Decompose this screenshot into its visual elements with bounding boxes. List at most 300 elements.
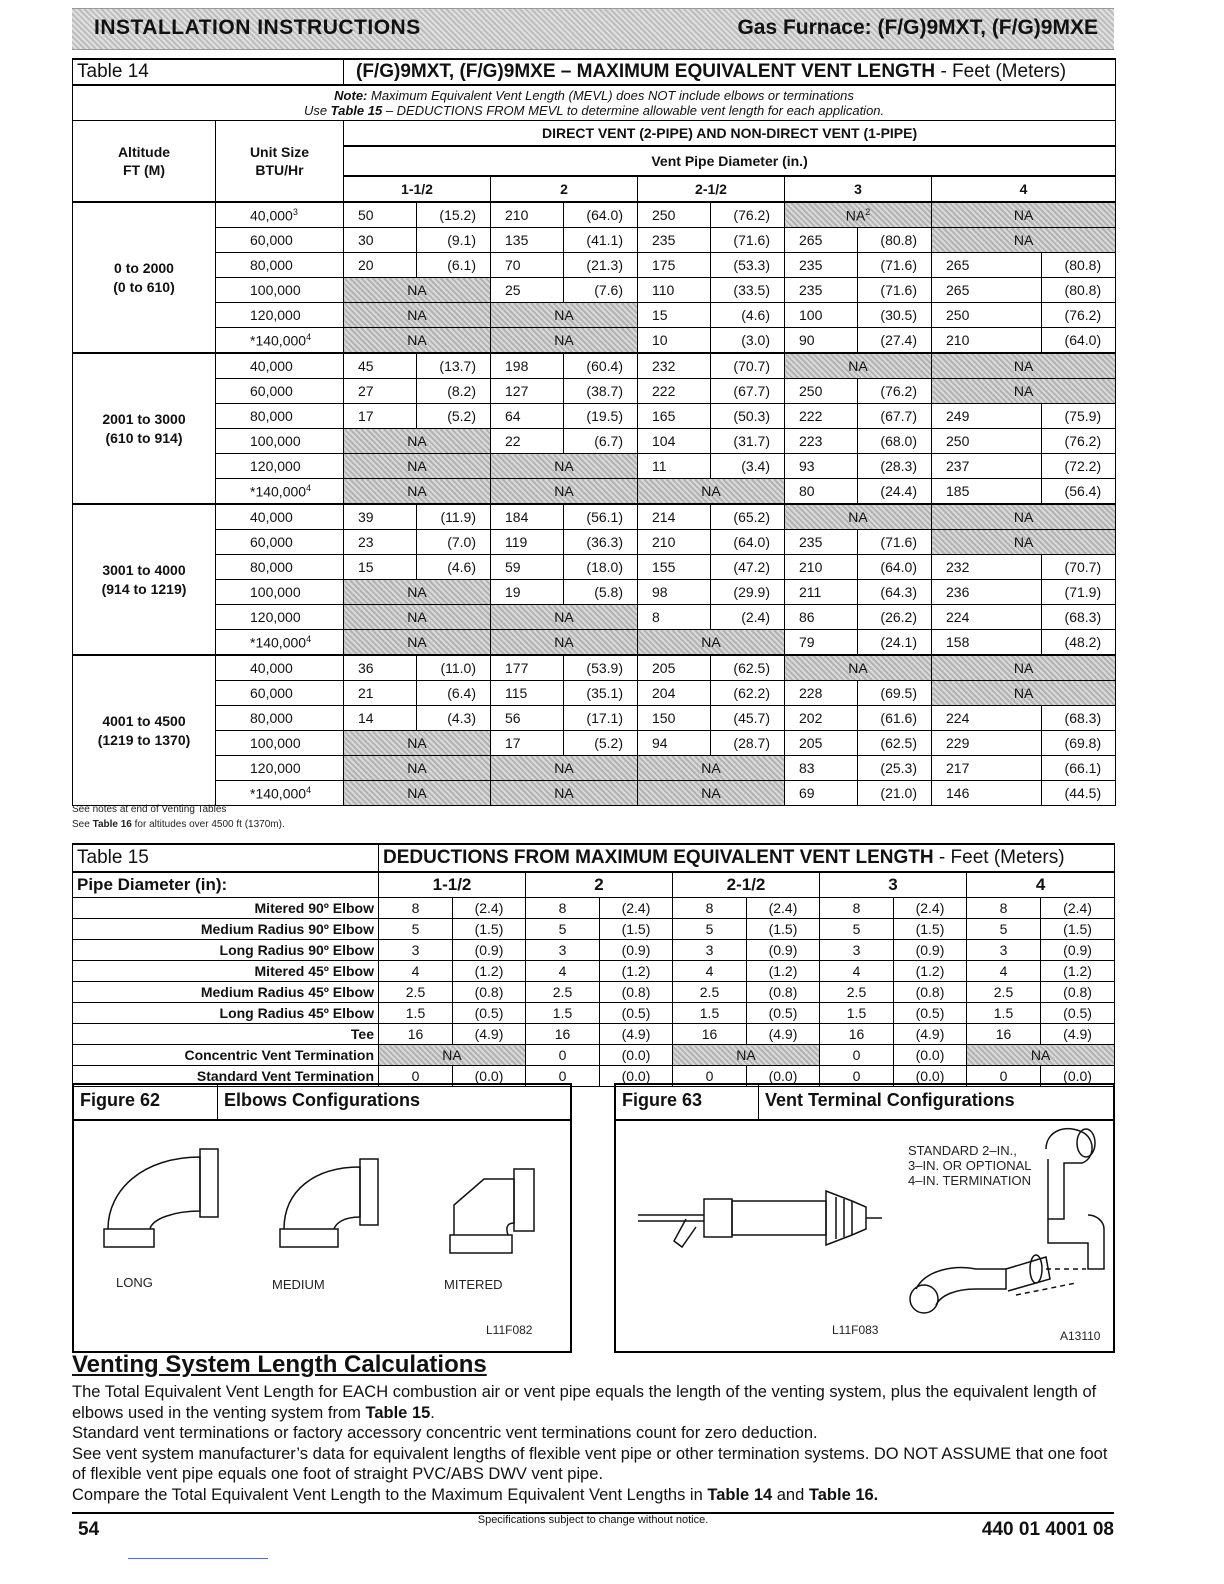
value-m: (1.2) bbox=[894, 961, 967, 982]
value-ft: 0 bbox=[820, 1045, 894, 1066]
value-ft: 165 bbox=[638, 404, 711, 429]
value-m: (69.5) bbox=[858, 681, 932, 706]
value-m: (3.4) bbox=[711, 454, 785, 479]
value-ft: 4 bbox=[379, 961, 453, 982]
fitting-label: Standard Vent Termination bbox=[73, 1066, 379, 1087]
value-m: (0.0) bbox=[600, 1045, 673, 1066]
value-m: (45.7) bbox=[711, 706, 785, 731]
na-cell: NA bbox=[344, 580, 491, 605]
na-cell: NA bbox=[491, 605, 638, 630]
value-ft: 205 bbox=[638, 655, 711, 681]
figure-62-label: Figure 62 bbox=[80, 1090, 161, 1110]
value-m: (62.2) bbox=[711, 681, 785, 706]
value-m: (21.0) bbox=[858, 781, 932, 806]
value-m: (0.8) bbox=[1041, 982, 1115, 1003]
value-m: (76.2) bbox=[858, 379, 932, 404]
value-m: (2.4) bbox=[711, 605, 785, 630]
paragraph-1: The Total Equivalent Vent Length for EACH combustion air or vent pipe equals the length of the venting system, plus the equivalent length of elbows used in the venting system from Table 15. bbox=[72, 1383, 1097, 1422]
na-cell: NA bbox=[932, 353, 1116, 379]
unit-size-cell: 40,000 bbox=[216, 504, 344, 530]
diameter-header: Vent Pipe Diameter (in.) bbox=[344, 146, 1116, 176]
concentric-terminal-icon bbox=[638, 1191, 882, 1247]
value-m: (50.3) bbox=[711, 404, 785, 429]
altitude-cell: 2001 to 3000 (610 to 914) bbox=[73, 353, 216, 504]
value-m: (0.9) bbox=[747, 940, 820, 961]
value-ft: 0 bbox=[820, 1066, 894, 1087]
value-ft: 250 bbox=[932, 303, 1042, 328]
table-row bbox=[73, 228, 1116, 253]
value-m: (8.2) bbox=[417, 379, 491, 404]
value-ft: 2.5 bbox=[526, 982, 600, 1003]
value-m: (0.5) bbox=[747, 1003, 820, 1024]
na-cell: NA bbox=[932, 228, 1116, 253]
diameter-col-header: 1-1/2 bbox=[379, 872, 526, 898]
unit-size-cell: 100,000 bbox=[216, 731, 344, 756]
value-ft: 59 bbox=[491, 555, 564, 580]
diameter-col-header: 4 bbox=[967, 872, 1115, 898]
value-m: (71.6) bbox=[858, 530, 932, 555]
diameter-col-header: 2-1/2 bbox=[638, 176, 785, 202]
terminal-illustration bbox=[616, 1119, 1113, 1349]
value-m: (6.1) bbox=[417, 253, 491, 278]
value-m: (70.7) bbox=[1042, 555, 1116, 580]
value-m: (0.0) bbox=[1041, 1066, 1115, 1087]
header-title: INSTALLATION INSTRUCTIONS bbox=[94, 16, 421, 39]
na-cell: NA bbox=[932, 379, 1116, 404]
value-ft: 1.5 bbox=[526, 1003, 600, 1024]
value-m: (24.4) bbox=[858, 479, 932, 505]
value-m: (47.2) bbox=[711, 555, 785, 580]
value-ft: 17 bbox=[344, 404, 417, 429]
value-ft: 0 bbox=[967, 1066, 1041, 1087]
value-ft: 16 bbox=[820, 1024, 894, 1045]
diameter-col-header: 2-1/2 bbox=[673, 872, 820, 898]
na-cell: NA bbox=[491, 756, 638, 781]
section-heading: Venting System Length Calculations bbox=[72, 1351, 487, 1378]
value-ft: 228 bbox=[785, 681, 858, 706]
value-m: (62.5) bbox=[858, 731, 932, 756]
value-ft: 1.5 bbox=[967, 1003, 1041, 1024]
na-cell: NA bbox=[967, 1045, 1115, 1066]
value-m: (65.2) bbox=[711, 504, 785, 530]
value-ft: 1.5 bbox=[820, 1003, 894, 1024]
na-cell: NA bbox=[932, 202, 1116, 228]
value-m: (64.0) bbox=[858, 555, 932, 580]
value-ft: 0 bbox=[379, 1066, 453, 1087]
value-ft: 177 bbox=[491, 655, 564, 681]
value-m: (0.0) bbox=[894, 1066, 967, 1087]
value-ft: 1.5 bbox=[379, 1003, 453, 1024]
value-ft: 1.5 bbox=[673, 1003, 747, 1024]
value-m: (64.0) bbox=[564, 202, 638, 228]
value-ft: 64 bbox=[491, 404, 564, 429]
value-ft: 98 bbox=[638, 580, 711, 605]
na-cell: NA bbox=[491, 630, 638, 656]
value-ft: 8 bbox=[526, 898, 600, 919]
value-m: (11.0) bbox=[417, 655, 491, 681]
value-ft: 4 bbox=[967, 961, 1041, 982]
value-ft: 5 bbox=[526, 919, 600, 940]
value-m: (76.2) bbox=[1042, 303, 1116, 328]
table-14-header-row-1 bbox=[73, 121, 1116, 147]
altitude-cell: 0 to 2000 (0 to 610) bbox=[73, 202, 216, 353]
mitered-elbow-icon bbox=[450, 1169, 534, 1253]
na-cell: NA bbox=[379, 1045, 526, 1066]
diameter-col-header: 3 bbox=[820, 872, 967, 898]
value-ft: 135 bbox=[491, 228, 564, 253]
na-cell: NA bbox=[344, 756, 491, 781]
fitting-label: Medium Radius 90º Elbow bbox=[73, 919, 379, 940]
unit-size-cell: 60,000 bbox=[216, 228, 344, 253]
altitude-cell: 3001 to 4000 (914 to 1219) bbox=[73, 504, 216, 655]
value-m: (68.3) bbox=[1042, 605, 1116, 630]
value-m: (80.8) bbox=[1042, 253, 1116, 278]
long-elbow-icon bbox=[104, 1149, 218, 1247]
value-m: (71.9) bbox=[1042, 580, 1116, 605]
value-m: (13.7) bbox=[417, 353, 491, 379]
value-m: (30.5) bbox=[858, 303, 932, 328]
figure-63-label: Figure 63 bbox=[622, 1090, 703, 1110]
page-number: 54 bbox=[78, 1519, 100, 1540]
value-ft: 175 bbox=[638, 253, 711, 278]
value-ft: 119 bbox=[491, 530, 564, 555]
table-row bbox=[73, 303, 1116, 328]
value-m: (5.2) bbox=[417, 404, 491, 429]
value-m: (2.4) bbox=[894, 898, 967, 919]
value-m: (4.9) bbox=[894, 1024, 967, 1045]
table-14-note-row bbox=[73, 85, 1116, 121]
table-row bbox=[73, 580, 1116, 605]
fitting-label: Mitered 90º Elbow bbox=[73, 898, 379, 919]
value-ft: 232 bbox=[932, 555, 1042, 580]
value-ft: 8 bbox=[820, 898, 894, 919]
value-m: (25.3) bbox=[858, 756, 932, 781]
value-m: (28.3) bbox=[858, 454, 932, 479]
na-cell: NA bbox=[344, 479, 491, 505]
value-m: (1.5) bbox=[894, 919, 967, 940]
figure-63-code-1: L11F083 bbox=[832, 1323, 879, 1337]
table-row bbox=[73, 479, 1116, 505]
value-ft: 4 bbox=[526, 961, 600, 982]
value-m: (64.3) bbox=[858, 580, 932, 605]
table-row bbox=[73, 706, 1116, 731]
table-row bbox=[73, 919, 1115, 940]
footer-disclaimer: Specifications subject to change without notice. bbox=[477, 1514, 709, 1526]
value-ft: 211 bbox=[785, 580, 858, 605]
unit-size-cell: 80,000 bbox=[216, 706, 344, 731]
table-row bbox=[73, 1045, 1115, 1066]
value-m: (70.7) bbox=[711, 353, 785, 379]
value-m: (0.9) bbox=[600, 940, 673, 961]
value-m: (53.3) bbox=[711, 253, 785, 278]
value-ft: 45 bbox=[344, 353, 417, 379]
unit-size-cell: *140,000$^4$ bbox=[216, 328, 344, 354]
table-row bbox=[73, 353, 1116, 379]
value-m: (64.0) bbox=[1042, 328, 1116, 354]
value-m: (76.2) bbox=[711, 202, 785, 228]
value-ft: 5 bbox=[379, 919, 453, 940]
na-cell: NA bbox=[491, 303, 638, 328]
value-m: (0.5) bbox=[453, 1003, 526, 1024]
value-m: (0.9) bbox=[1041, 940, 1115, 961]
value-ft: 17 bbox=[491, 731, 564, 756]
value-m: (1.5) bbox=[747, 919, 820, 940]
unit-size-cell: *140,000$^4$ bbox=[216, 630, 344, 656]
value-ft: 3 bbox=[526, 940, 600, 961]
value-ft: 0 bbox=[526, 1066, 600, 1087]
unit-size-cell: 80,000 bbox=[216, 555, 344, 580]
value-ft: 222 bbox=[638, 379, 711, 404]
unit-size-cell: *140,000$^4$ bbox=[216, 479, 344, 505]
fitting-label: Concentric Vent Termination bbox=[73, 1045, 379, 1066]
value-ft: 5 bbox=[967, 919, 1041, 940]
value-m: (1.2) bbox=[600, 961, 673, 982]
value-m: (68.0) bbox=[858, 429, 932, 454]
value-ft: 8 bbox=[379, 898, 453, 919]
unit-size-cell: 60,000 bbox=[216, 530, 344, 555]
value-m: (35.1) bbox=[564, 681, 638, 706]
figure-63-title: Vent Terminal Configurations bbox=[765, 1090, 1015, 1110]
value-ft: 0 bbox=[673, 1066, 747, 1087]
value-ft: 184 bbox=[491, 504, 564, 530]
value-m: (33.5) bbox=[711, 278, 785, 303]
value-m: (1.2) bbox=[453, 961, 526, 982]
page-header bbox=[72, 8, 1114, 50]
value-ft: 250 bbox=[785, 379, 858, 404]
value-m: (0.8) bbox=[453, 982, 526, 1003]
value-m: (4.6) bbox=[417, 555, 491, 580]
value-ft: 210 bbox=[638, 530, 711, 555]
table-row bbox=[73, 202, 1116, 228]
fitting-label: Long Radius 45º Elbow bbox=[73, 1003, 379, 1024]
value-ft: 20 bbox=[344, 253, 417, 278]
table-row bbox=[73, 278, 1116, 303]
value-ft: 4 bbox=[820, 961, 894, 982]
value-m: (21.3) bbox=[564, 253, 638, 278]
unit-size-cell: 40,000 bbox=[216, 655, 344, 681]
value-ft: 16 bbox=[673, 1024, 747, 1045]
na-cell: NA bbox=[932, 530, 1116, 555]
table-row bbox=[73, 961, 1115, 982]
value-m: (67.7) bbox=[711, 379, 785, 404]
na-cell: NA bbox=[344, 630, 491, 656]
value-m: (28.7) bbox=[711, 731, 785, 756]
value-m: (3.0) bbox=[711, 328, 785, 354]
value-m: (68.3) bbox=[1042, 706, 1116, 731]
value-ft: 4 bbox=[673, 961, 747, 982]
value-ft: 80 bbox=[785, 479, 858, 505]
value-ft: 3 bbox=[967, 940, 1041, 961]
unit-size-cell: 60,000 bbox=[216, 379, 344, 404]
na-cell: NA bbox=[785, 353, 932, 379]
figure-63-header bbox=[616, 1085, 1113, 1121]
value-ft: 15 bbox=[638, 303, 711, 328]
value-ft: 39 bbox=[344, 504, 417, 530]
unit-size-cell: 40,000 bbox=[216, 353, 344, 379]
value-m: (0.8) bbox=[747, 982, 820, 1003]
figure-63-code-2: A13110 bbox=[1060, 1329, 1101, 1343]
value-ft: 2.5 bbox=[673, 982, 747, 1003]
value-ft: 235 bbox=[785, 253, 858, 278]
value-m: (1.2) bbox=[747, 961, 820, 982]
value-ft: 25 bbox=[491, 278, 564, 303]
table-15 bbox=[72, 843, 1115, 1087]
value-ft: 2.5 bbox=[967, 982, 1041, 1003]
value-m: (53.9) bbox=[564, 655, 638, 681]
value-ft: 265 bbox=[932, 278, 1042, 303]
value-m: (26.2) bbox=[858, 605, 932, 630]
value-ft: 185 bbox=[932, 479, 1042, 505]
na-cell: NA bbox=[344, 278, 491, 303]
value-ft: 222 bbox=[785, 404, 858, 429]
unit-size-cell: 80,000 bbox=[216, 253, 344, 278]
value-m: (19.5) bbox=[564, 404, 638, 429]
table-row bbox=[73, 1003, 1115, 1024]
unit-size-header: Unit Size BTU/Hr bbox=[216, 121, 344, 203]
na-cell: NA bbox=[491, 454, 638, 479]
table-15-title: DEDUCTIONS FROM MAXIMUM EQUIVALENT VENT LENGTH - Feet (Meters) bbox=[379, 844, 1115, 872]
value-ft: 79 bbox=[785, 630, 858, 656]
value-ft: 205 bbox=[785, 731, 858, 756]
table-14-title-row bbox=[73, 59, 1116, 85]
value-m: (5.8) bbox=[564, 580, 638, 605]
table-row bbox=[73, 404, 1116, 429]
value-m: (0.9) bbox=[453, 940, 526, 961]
value-ft: 224 bbox=[932, 605, 1042, 630]
value-ft: 16 bbox=[379, 1024, 453, 1045]
value-m: (4.9) bbox=[1041, 1024, 1115, 1045]
value-ft: 70 bbox=[491, 253, 564, 278]
value-m: (1.2) bbox=[1041, 961, 1115, 982]
value-m: (2.4) bbox=[453, 898, 526, 919]
value-ft: 210 bbox=[491, 202, 564, 228]
unit-size-cell: 120,000 bbox=[216, 454, 344, 479]
value-m: (7.6) bbox=[564, 278, 638, 303]
table-row bbox=[73, 605, 1116, 630]
na-cell: NA bbox=[932, 681, 1116, 706]
diameter-col-header: 4 bbox=[932, 176, 1116, 202]
section-body bbox=[72, 1382, 1117, 1505]
value-m: (36.3) bbox=[564, 530, 638, 555]
value-m: (4.3) bbox=[417, 706, 491, 731]
value-ft: 265 bbox=[932, 253, 1042, 278]
table-15-label: Table 15 bbox=[73, 844, 379, 872]
na-cell: NA bbox=[344, 303, 491, 328]
value-ft: 3 bbox=[820, 940, 894, 961]
table-row bbox=[73, 940, 1115, 961]
value-m: (27.4) bbox=[858, 328, 932, 354]
value-ft: 210 bbox=[785, 555, 858, 580]
value-ft: 204 bbox=[638, 681, 711, 706]
diameter-col-header: 3 bbox=[785, 176, 932, 202]
value-ft: 5 bbox=[820, 919, 894, 940]
value-m: (29.9) bbox=[711, 580, 785, 605]
na-cell: NA bbox=[491, 328, 638, 354]
value-m: (15.2) bbox=[417, 202, 491, 228]
value-ft: 249 bbox=[932, 404, 1042, 429]
value-ft: 223 bbox=[785, 429, 858, 454]
value-m: (17.1) bbox=[564, 706, 638, 731]
table-row bbox=[73, 681, 1116, 706]
value-ft: 235 bbox=[785, 278, 858, 303]
value-ft: 150 bbox=[638, 706, 711, 731]
value-ft: 3 bbox=[379, 940, 453, 961]
unit-size-cell: *140,000$^4$ bbox=[216, 781, 344, 806]
na-cell: NA bbox=[638, 756, 785, 781]
notes-line-2: See Table 16 for altitudes over 4500 ft (1370m). bbox=[72, 819, 285, 830]
table-row bbox=[73, 630, 1116, 656]
na-cell: NA bbox=[344, 781, 491, 806]
value-ft: 16 bbox=[526, 1024, 600, 1045]
value-m: (66.1) bbox=[1042, 756, 1116, 781]
value-ft: 2.5 bbox=[379, 982, 453, 1003]
value-ft: 265 bbox=[785, 228, 858, 253]
value-m: (1.5) bbox=[600, 919, 673, 940]
value-ft: 23 bbox=[344, 530, 417, 555]
value-m: (41.1) bbox=[564, 228, 638, 253]
medium-label: MEDIUM bbox=[272, 1277, 325, 1292]
figure-62-header bbox=[74, 1085, 570, 1121]
value-ft: 16 bbox=[967, 1024, 1041, 1045]
value-m: (4.9) bbox=[747, 1024, 820, 1045]
value-m: (1.5) bbox=[453, 919, 526, 940]
value-m: (71.6) bbox=[858, 253, 932, 278]
value-m: (67.7) bbox=[858, 404, 932, 429]
value-ft: 69 bbox=[785, 781, 858, 806]
pipe-diameter-header: Pipe Diameter (in): bbox=[73, 872, 379, 898]
na-cell: NA bbox=[344, 731, 491, 756]
fitting-label: Mitered 45º Elbow bbox=[73, 961, 379, 982]
value-m: (0.8) bbox=[894, 982, 967, 1003]
value-ft: 83 bbox=[785, 756, 858, 781]
unit-size-cell: 120,000 bbox=[216, 605, 344, 630]
value-ft: 15 bbox=[344, 555, 417, 580]
value-ft: 90 bbox=[785, 328, 858, 354]
value-ft: 27 bbox=[344, 379, 417, 404]
value-m: (0.8) bbox=[600, 982, 673, 1003]
value-ft: 146 bbox=[932, 781, 1042, 806]
value-m: (72.2) bbox=[1042, 454, 1116, 479]
value-m: (9.1) bbox=[417, 228, 491, 253]
diameter-col-header: 1-1/2 bbox=[344, 176, 491, 202]
value-m: (48.2) bbox=[1042, 630, 1116, 656]
medium-elbow-icon bbox=[280, 1159, 378, 1247]
value-ft: 86 bbox=[785, 605, 858, 630]
elbows-illustration bbox=[74, 1119, 570, 1349]
diameter-col-header: 2 bbox=[491, 176, 638, 202]
na-cell: NA bbox=[638, 781, 785, 806]
value-m: (80.8) bbox=[1042, 278, 1116, 303]
value-m: (71.6) bbox=[711, 228, 785, 253]
fitting-label: Tee bbox=[73, 1024, 379, 1045]
value-m: (1.5) bbox=[1041, 919, 1115, 940]
value-m: (56.1) bbox=[564, 504, 638, 530]
table-row bbox=[73, 1024, 1115, 1045]
value-m: (71.6) bbox=[858, 278, 932, 303]
value-m: (80.8) bbox=[858, 228, 932, 253]
figure-62 bbox=[72, 1083, 572, 1353]
table-row bbox=[73, 982, 1115, 1003]
unit-size-cell: 100,000 bbox=[216, 278, 344, 303]
value-ft: 235 bbox=[638, 228, 711, 253]
table-row bbox=[73, 379, 1116, 404]
value-ft: 94 bbox=[638, 731, 711, 756]
long-label: LONG bbox=[116, 1275, 153, 1290]
value-ft: 93 bbox=[785, 454, 858, 479]
diameter-col-header: 2 bbox=[526, 872, 673, 898]
value-m: (6.4) bbox=[417, 681, 491, 706]
value-m: (60.4) bbox=[564, 353, 638, 379]
